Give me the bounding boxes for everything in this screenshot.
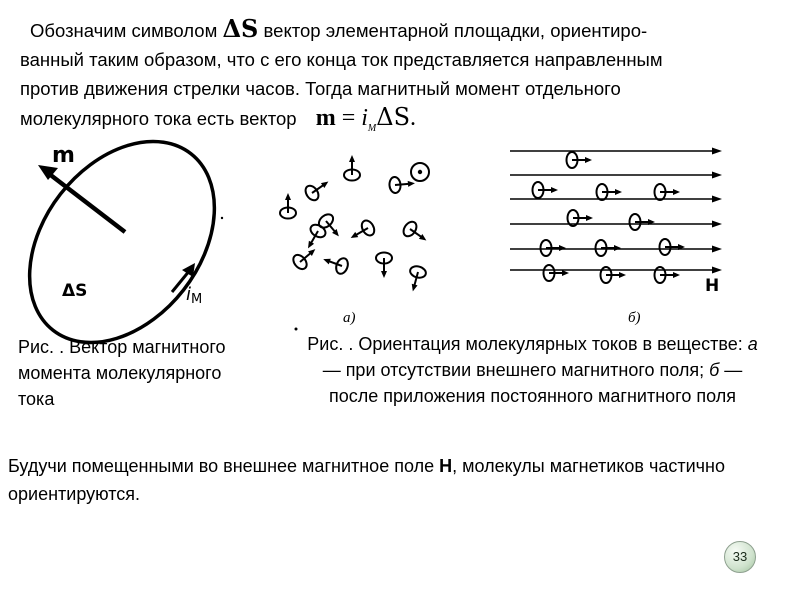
field-line-arrowhead (712, 172, 722, 179)
formula-m: m (315, 105, 336, 131)
field-line-arrowhead (712, 267, 722, 274)
molecular-current-dipole (596, 240, 622, 256)
field-line-arrowhead (712, 148, 722, 155)
caption-text: — после приложения постоянного магнитного поля (329, 360, 743, 406)
moment-label: m (52, 143, 75, 168)
molecular-current-dipole (541, 240, 567, 256)
dipole-arrowhead (614, 245, 621, 251)
bottom-text: , молекулы магнетиков частично ориентируются. (8, 456, 725, 504)
caption-b: б (709, 360, 720, 380)
dipole-arrowhead (673, 189, 680, 195)
panel-a-label: а) (343, 310, 356, 326)
molecular-current-dipole (544, 265, 570, 281)
current-label: iM (186, 284, 203, 307)
formula-sub: M (367, 122, 377, 134)
caption-a: а (747, 334, 758, 354)
caption-right (300, 331, 765, 409)
bottom-paragraph (8, 452, 788, 508)
dipole-arrowhead (551, 187, 558, 193)
formula-equals: = (335, 105, 362, 131)
field-line-arrowhead (712, 196, 722, 203)
molecular-current-dipole (655, 184, 681, 200)
molecular-current-dipole (567, 152, 593, 168)
intro-text: молекулярного тока есть вектор (20, 108, 297, 129)
dipole-arrowhead (615, 189, 622, 195)
field-line-arrowhead (712, 221, 722, 228)
dipole-arrowhead (619, 272, 626, 278)
panel-b-label: б) (628, 310, 641, 326)
field-line-arrowhead (712, 246, 722, 253)
formula-dot: . (410, 105, 417, 131)
molecular-current-dipole (660, 239, 686, 255)
page-number: 33 (732, 549, 748, 564)
caption-text: — при отсутствии внешнего магнитного поля; (322, 360, 710, 380)
field-symbol: Н (439, 456, 453, 476)
molecular-current-dipole (597, 184, 623, 200)
area-label: ΔS (62, 281, 88, 301)
field-label: H (705, 276, 720, 296)
intro-line-2: ванный таким образом, что с его конца ток представляется направленным (20, 49, 663, 70)
page-number-badge[interactable] (724, 541, 756, 573)
intro-text: вектор элементарной площадки, ориентиро- (263, 20, 648, 41)
intro-line-3: против движения стрелки часов. Тогда магнитный момент отдельного (20, 78, 621, 99)
dipole-arrowhead (585, 157, 592, 163)
intro-text: Обозначим символом (30, 20, 218, 41)
delta-s-symbol: ΔS (222, 14, 259, 43)
dipole-arrowhead (562, 270, 569, 276)
formula-delta-s: ΔS (376, 103, 411, 131)
dipole-arrowhead (673, 272, 680, 278)
dipole-arrowhead (586, 215, 593, 221)
dipole-arrowhead (559, 245, 566, 251)
bottom-text: Будучи помещенными во внешнее магнитное поле (8, 456, 440, 476)
caption-text: Рис. . Ориентация молекулярных токов в веществе: (307, 334, 748, 354)
molecular-current-dipole (630, 214, 656, 230)
molecular-current-dipole (533, 182, 559, 198)
caption-left: Рис. . Вектор магнитного момента молекулярного тока (18, 337, 226, 409)
formula-i: i (361, 105, 368, 131)
